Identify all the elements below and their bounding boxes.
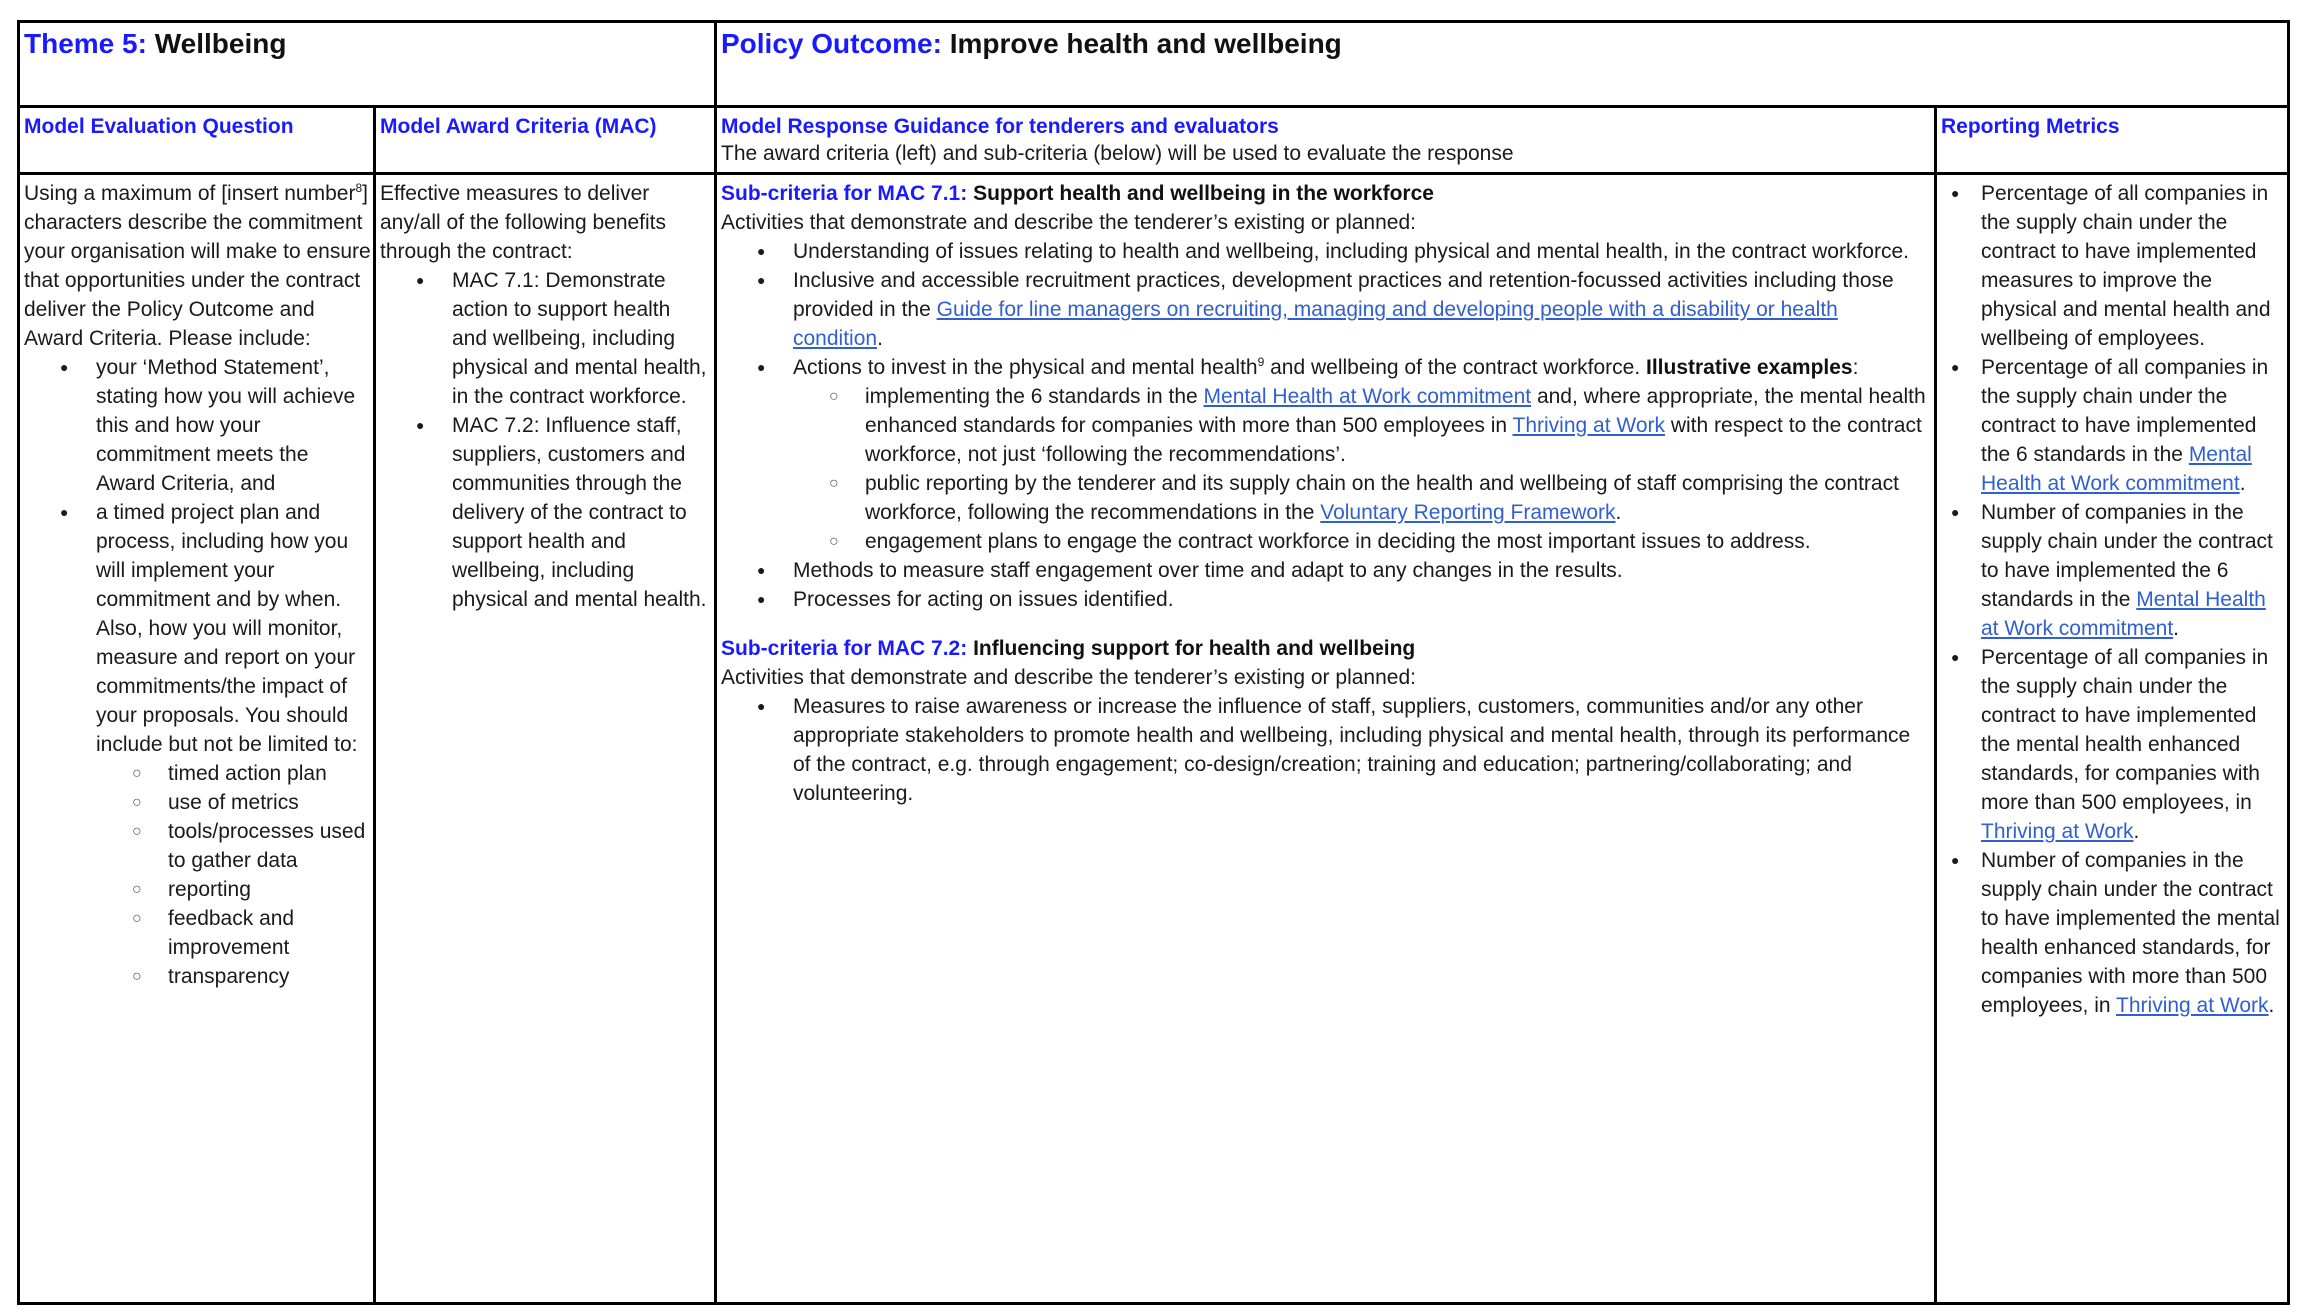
mac71-bullets <box>721 237 1931 614</box>
award-criteria-cell <box>380 179 710 614</box>
list-item: ● Percentage of all companies in the supply chain under the contract to have implemented measures to improve the physical and mental health and wellbeing of employees. <box>1941 179 2283 353</box>
thriving-at-work-link[interactable]: Thriving at Work <box>1981 820 2134 843</box>
list-item: ○ transparency <box>96 962 371 991</box>
list-item: ● Percentage of all companies in the supply chain under the contract to have implemented the mental health enhanced standards, for companies with more than 500 employees, in Thriving at Work. <box>1941 643 2283 846</box>
list-item: ● Actions to invest in the physical and mental health$^9$ and wellbeing of the contract workforce. Illustrative examples: ○ implementing the 6 standards in the Mental Health at Work commitment and, where appropriate, the mental health enhanced standards for companies with more than 500 employees in Thriving at Work with respect to the contract workforce, not just ‘following the recommendations’. ○ public reporting by the tenderer and its supply chain on the health and wellbeing of staff comprising the contract workforce, following the recommendations in the Voluntary Reporting Framework. ○ engagement plans to engage the contract workforce in deciding the most important issues to address. <box>721 353 1931 556</box>
list-item: ○ tools/processes used to gather data <box>96 817 371 875</box>
header-response-guidance-title: Model Response Guidance for tenderers and evaluators <box>721 115 1279 138</box>
header-response-guidance <box>721 113 1931 167</box>
list-item: ○ use of metrics <box>96 788 371 817</box>
list-item: ○ engagement plans to engage the contract workforce in deciding the most important issues to address. <box>793 527 1931 556</box>
list-item: ● Percentage of all companies in the supply chain under the contract to have implemented the 6 standards in the Mental Health at Work commitment. <box>1941 353 2283 498</box>
list-item: ○ implementing the 6 standards in the Mental Health at Work commitment and, where appropriate, the mental health enhanced standards for companies with more than 500 employees in Thriving at Work with respect to the contract workforce, not just ‘following the recommendations’. <box>793 382 1931 469</box>
header-evaluation-question: Model Evaluation Question <box>24 115 294 138</box>
mac72-heading: Sub-criteria for MAC 7.2: Influencing support for health and wellbeing <box>721 637 1416 660</box>
list-item: ● Number of companies in the supply chain under the contract to have implemented the 6 standards in the Mental Health at Work commitment. <box>1941 498 2283 643</box>
row-divider-header <box>20 172 2287 175</box>
list-item: ● a timed project plan and process, including how you will implement your commitment and by when. Also, how you will monitor, measure and report on your commitments/the impact of your proposals. You should include but not be limited to: ○ timed action plan ○ use of metrics ○ tools/processes used to gather data ○ reporting ○ feedback and improvement ○ transparency <box>24 498 371 991</box>
response-guidance-cell <box>721 179 1931 808</box>
list-item: ○ reporting <box>96 875 371 904</box>
evaluation-question-bullets <box>24 353 371 991</box>
col-divider-1 <box>373 105 376 1302</box>
mental-health-at-work-link[interactable]: Mental Health at Work commitment <box>1981 588 2266 640</box>
thriving-at-work-link[interactable]: Thriving at Work <box>2116 994 2269 1017</box>
header-response-guidance-sub: The award criteria (left) and sub-criteria (below) will be used to evaluate the response <box>721 142 1514 165</box>
mental-health-at-work-link[interactable]: Mental Health at Work commitment <box>1203 385 1532 408</box>
col-divider-title <box>714 23 717 1302</box>
list-item: ○ feedback and improvement <box>96 904 371 962</box>
list-item: ● MAC 7.2: Influence staff, suppliers, customers and communities through the delivery of the contract to support health and wellbeing, including physical and mental health. <box>380 411 710 614</box>
mac71-intro: Activities that demonstrate and describe the tenderer’s existing or planned: <box>721 211 1416 234</box>
reporting-metrics-list <box>1941 179 2283 1020</box>
header-reporting-metrics: Reporting Metrics <box>1941 115 2120 138</box>
policy-outcome-value: Improve health and wellbeing <box>949 28 1342 59</box>
voluntary-reporting-framework-link[interactable]: Voluntary Reporting Framework <box>1320 501 1616 524</box>
list-item: ○ timed action plan <box>96 759 371 788</box>
evaluation-question-sub-bullets <box>96 759 371 991</box>
wellbeing-table <box>17 20 2290 1305</box>
reporting-metrics-cell <box>1941 179 2283 1020</box>
list-item: ○ public reporting by the tenderer and its supply chain on the health and wellbeing of staff comprising the contract workforce, following the recommendations in the Voluntary Reporting Framework. <box>793 469 1931 527</box>
list-item: ● MAC 7.1: Demonstrate action to support health and wellbeing, including physical and mental health, in the contract workforce. <box>380 266 710 411</box>
mac71-heading: Sub-criteria for MAC 7.1: Support health and wellbeing in the workforce <box>721 182 1434 205</box>
list-item: ● Measures to raise awareness or increase the influence of staff, suppliers, customers, communities and/or any other appropriate stakeholders to promote health and wellbeing, including physical and mental health, through its performance of the contract, e.g. through engagement; co-design/creation; training and education; partnering/collaborating; and volunteering. <box>721 692 1931 808</box>
mental-health-at-work-link[interactable]: Mental Health at Work commitment <box>1981 443 2252 495</box>
list-item: ● Inclusive and accessible recruitment practices, development practices and retention-focussed activities including those provided in the Guide for line managers on recruiting, managing and developing people with a disability or health condition. <box>721 266 1931 353</box>
header-award-criteria: Model Award Criteria (MAC) <box>380 115 657 138</box>
list-item: ● your ‘Method Statement’, stating how you will achieve this and how your commitment meets the Award Criteria, and <box>24 353 371 498</box>
mac72-bullets <box>721 692 1931 808</box>
list-item: ● Number of companies in the supply chain under the contract to have implemented the mental health enhanced standards, for companies with more than 500 employees, in Thriving at Work. <box>1941 846 2283 1020</box>
policy-outcome-label: Policy Outcome: <box>721 28 942 59</box>
mac71-sub-bullets <box>793 382 1931 556</box>
thriving-at-work-link[interactable]: Thriving at Work <box>1512 414 1666 437</box>
list-item: ● Methods to measure staff engagement over time and adapt to any changes in the results. <box>721 556 1931 585</box>
mac72-intro: Activities that demonstrate and describe the tenderer’s existing or planned: <box>721 666 1416 689</box>
theme-value: Wellbeing <box>154 28 287 59</box>
theme-label: Theme 5: <box>24 28 147 59</box>
award-criteria-bullets <box>380 266 710 614</box>
col-divider-3 <box>1934 105 1937 1302</box>
list-item: ● Processes for acting on issues identified. <box>721 585 1931 614</box>
theme-title <box>24 27 704 61</box>
disability-guide-link[interactable]: Guide for line managers on recruiting, managing and developing people with a disability or health condition <box>793 298 1838 350</box>
evaluation-question-cell <box>24 179 371 991</box>
policy-outcome-title <box>721 27 2281 61</box>
row-divider-title <box>20 105 2287 108</box>
list-item: ● Understanding of issues relating to health and wellbeing, including physical and mental health, in the contract workforce. <box>721 237 1931 266</box>
evaluation-question-intro: Using a maximum of [insert number$^8$] characters describe the commitment your organisation will make to ensure that opportunities under the contract deliver the Policy Outcome and Award Criteria. Please include: <box>24 181 371 350</box>
award-criteria-intro: Effective measures to deliver any/all of the following benefits through the contract: <box>380 182 667 263</box>
